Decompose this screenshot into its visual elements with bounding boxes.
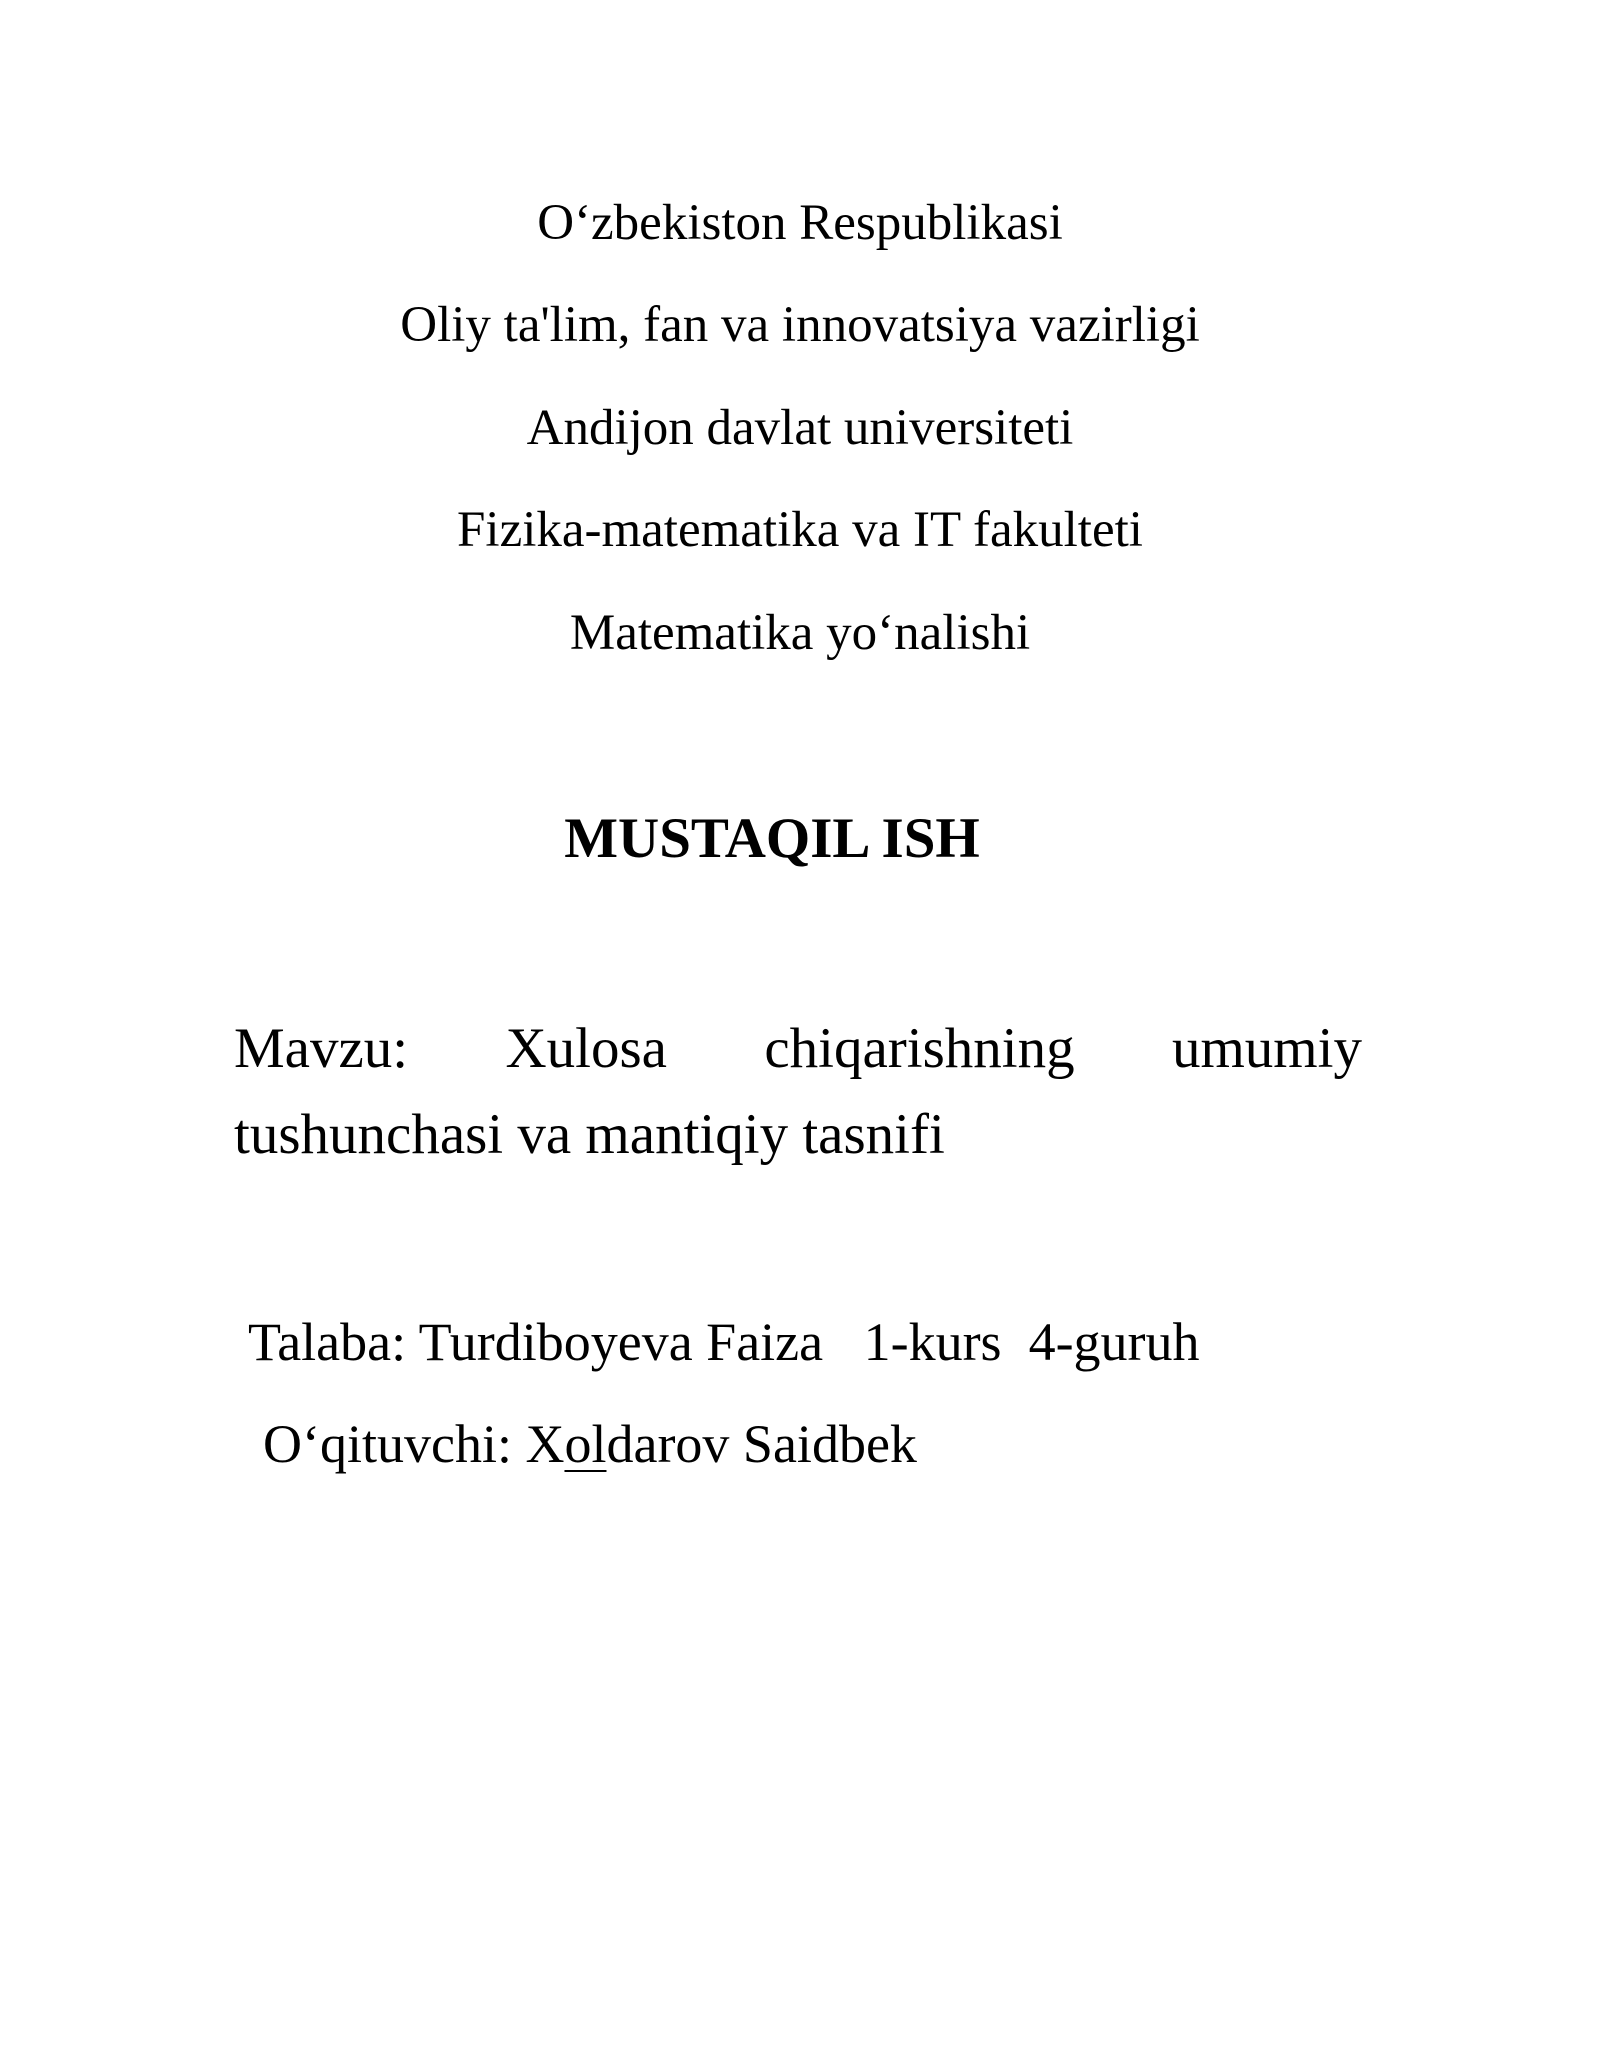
document-title: MUSTAQIL ISH [564,807,980,870]
teacher-text-end: darov Saidbek [606,1414,917,1474]
direction-line: Matematika yo‘nalishi [569,605,1031,661]
university-line: Andijon davlat universiteti [526,400,1074,456]
topic-word: chiqarishning [764,1017,1075,1080]
teacher-text-underlined: ol [564,1414,607,1474]
faculty-line: Fizika-matematika va IT fakulteti [457,502,1143,558]
topic-word: umumiy [1171,1017,1362,1080]
topic-word: Mavzu: [234,1017,409,1080]
student-info: Talaba: Turdiboyeva Faiza 1-kurs 4-guruh [248,1312,1200,1372]
topic-word: Xulosa [505,1017,667,1080]
topic-line-1 [234,1016,1362,1082]
topic-line-2: tushunchasi va mantiqiy tasnifi [234,1103,945,1166]
republic-line: O‘zbekiston Respublikasi [537,195,1063,251]
ministry-line: Oliy ta'lim, fan va innovatsiya vazirligi [400,297,1200,353]
teacher-info [263,1413,917,1475]
teacher-text-start: O‘qituvchi: X [263,1414,565,1474]
